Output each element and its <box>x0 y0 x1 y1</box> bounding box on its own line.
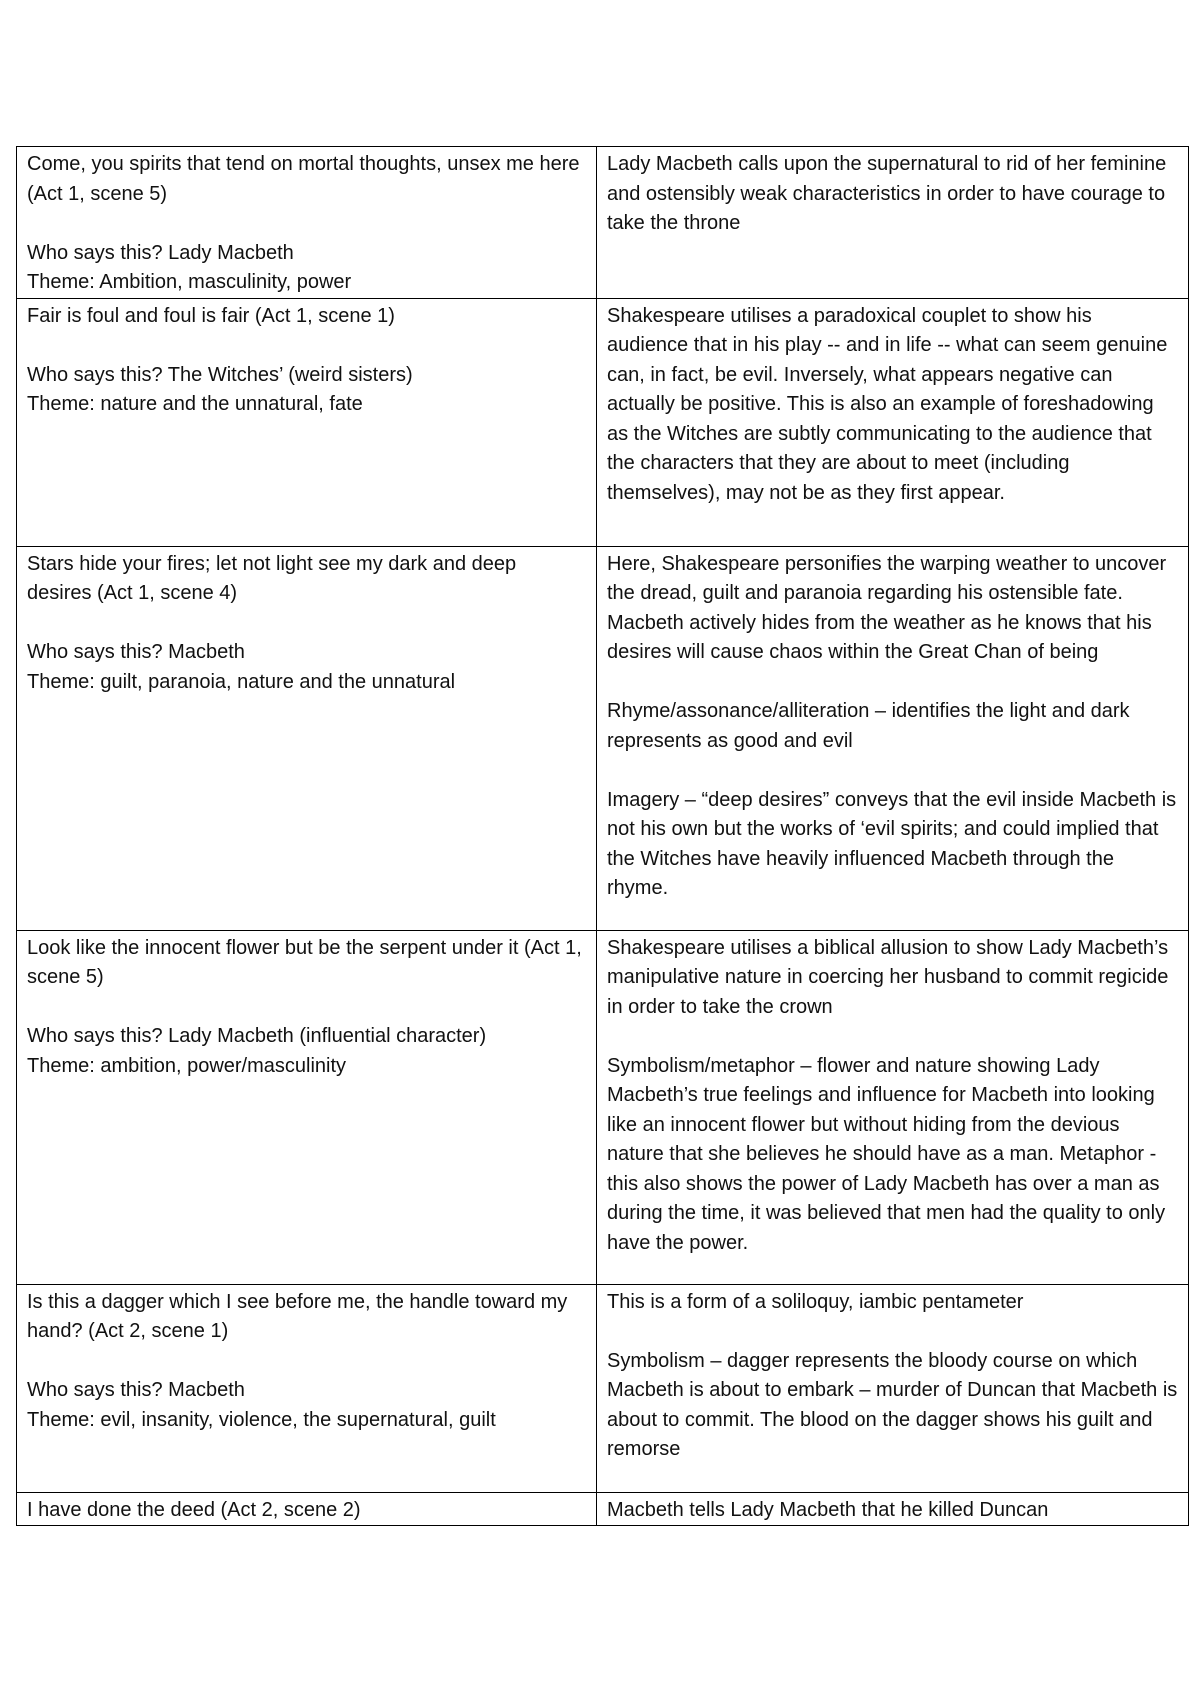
analysis-cell <box>597 930 1189 1284</box>
quote-text: I have done the deed (Act 2, scene 2) <box>27 1498 361 1521</box>
quote-analysis-table <box>16 146 1189 1526</box>
theme-text: Theme: Ambition, masculinity, power <box>27 271 352 293</box>
analysis-cell <box>597 147 1189 299</box>
quote-text: Stars hide your fires; let not light see my dark and deep desires (Act 1, scene 4) <box>27 552 517 604</box>
analysis-paragraph: Shakespeare utilises a biblical allusion to show Lady Macbeth’s manipulative nature in coercing her husband to commit regicide in order to take the crown <box>607 936 1169 1018</box>
quote-text: Is this a dagger which I see before me, the handle toward my hand? (Act 2, scene 1) <box>27 1290 568 1342</box>
quote-cell <box>17 147 597 299</box>
analysis-cell <box>597 1284 1189 1492</box>
analysis-paragraph: Rhyme/assonance/alliteration – identifies the light and dark represents as good and evil <box>607 700 1130 752</box>
table-row <box>17 546 1189 930</box>
speaker-text: Who says this? Macbeth <box>27 1379 245 1401</box>
analysis-paragraph: Here, Shakespeare personifies the warping weather to uncover the dread, guilt and paranoia regarding his ostensible fate. Macbeth actively hides from the weather as he knows that his desires will cause chaos within the Great Chan of being <box>607 552 1167 663</box>
theme-text: Theme: ambition, power/masculinity <box>27 1054 347 1077</box>
analysis-paragraph: Macbeth tells Lady Macbeth that he killed Duncan <box>607 1498 1049 1521</box>
analysis-paragraph: This is a form of a soliloquy, iambic pentameter <box>607 1290 1024 1313</box>
analysis-paragraph: Lady Macbeth calls upon the supernatural to rid of her feminine and ostensibly weak characteristics in order to have courage to take the throne <box>607 153 1167 234</box>
speaker-text: Who says this? Lady Macbeth (influential character) <box>27 1025 487 1047</box>
quote-text: Come, you spirits that tend on mortal thoughts, unsex me here (Act 1, scene 5) <box>27 153 580 205</box>
quote-cell <box>17 930 597 1284</box>
speaker-text: Who says this? The Witches’ (weird sisters) <box>27 363 413 386</box>
table-row <box>17 930 1189 1284</box>
theme-text: Theme: evil, insanity, violence, the supernatural, guilt <box>27 1408 496 1431</box>
quote-cell <box>17 1284 597 1492</box>
quote-text: Look like the innocent flower but be the serpent under it (Act 1, scene 5) <box>27 936 582 988</box>
table-row <box>17 147 1189 299</box>
analysis-paragraph: Symbolism – dagger represents the bloody course on which Macbeth is about to embark – murder of Duncan that Macbeth is about to commit. The blood on the dagger shows his guilt and remorse <box>607 1349 1178 1460</box>
analysis-paragraph: Shakespeare utilises a paradoxical couplet to show his audience that in his play -- and in life -- what can seem genuine can, in fact, be evil. Inversely, what appears negative can actually be positive. This is also an example of foreshadowing as the Witches are subtly communicating to the audience that the characters that they are about to meet (including themselves), may not be as they first appear. <box>607 304 1168 504</box>
table-row <box>17 1284 1189 1492</box>
analysis-paragraph: Imagery – “deep desires” conveys that the evil inside Macbeth is not his own but the works of ‘evil spirits; and could implied that the Witches have heavily influenced Macbeth through the rhyme. <box>607 788 1177 899</box>
quote-cell <box>17 298 597 546</box>
quote-cell <box>17 546 597 930</box>
analysis-cell <box>597 298 1189 546</box>
theme-text: Theme: nature and the unnatural, fate <box>27 393 363 415</box>
analysis-cell <box>597 1492 1189 1526</box>
analysis-paragraph: Symbolism/metaphor – flower and nature showing Lady Macbeth’s true feelings and influence for Macbeth into looking like an innocent flower but without hiding from the devious nature that she believes he should have as a man. Metaphor - this also shows the power of Lady Macbeth has over a man as during the time, it was believed that men had the quality to only have the power. <box>607 1054 1166 1254</box>
theme-text: Theme: guilt, paranoia, nature and the unnatural <box>27 670 456 693</box>
speaker-text: Who says this? Macbeth <box>27 641 245 663</box>
table-row <box>17 298 1189 546</box>
quote-cell <box>17 1492 597 1526</box>
speaker-text: Who says this? Lady Macbeth <box>27 241 294 264</box>
quote-text: Fair is foul and foul is fair (Act 1, scene 1) <box>27 304 395 327</box>
analysis-cell <box>597 546 1189 930</box>
table-row <box>17 1492 1189 1526</box>
